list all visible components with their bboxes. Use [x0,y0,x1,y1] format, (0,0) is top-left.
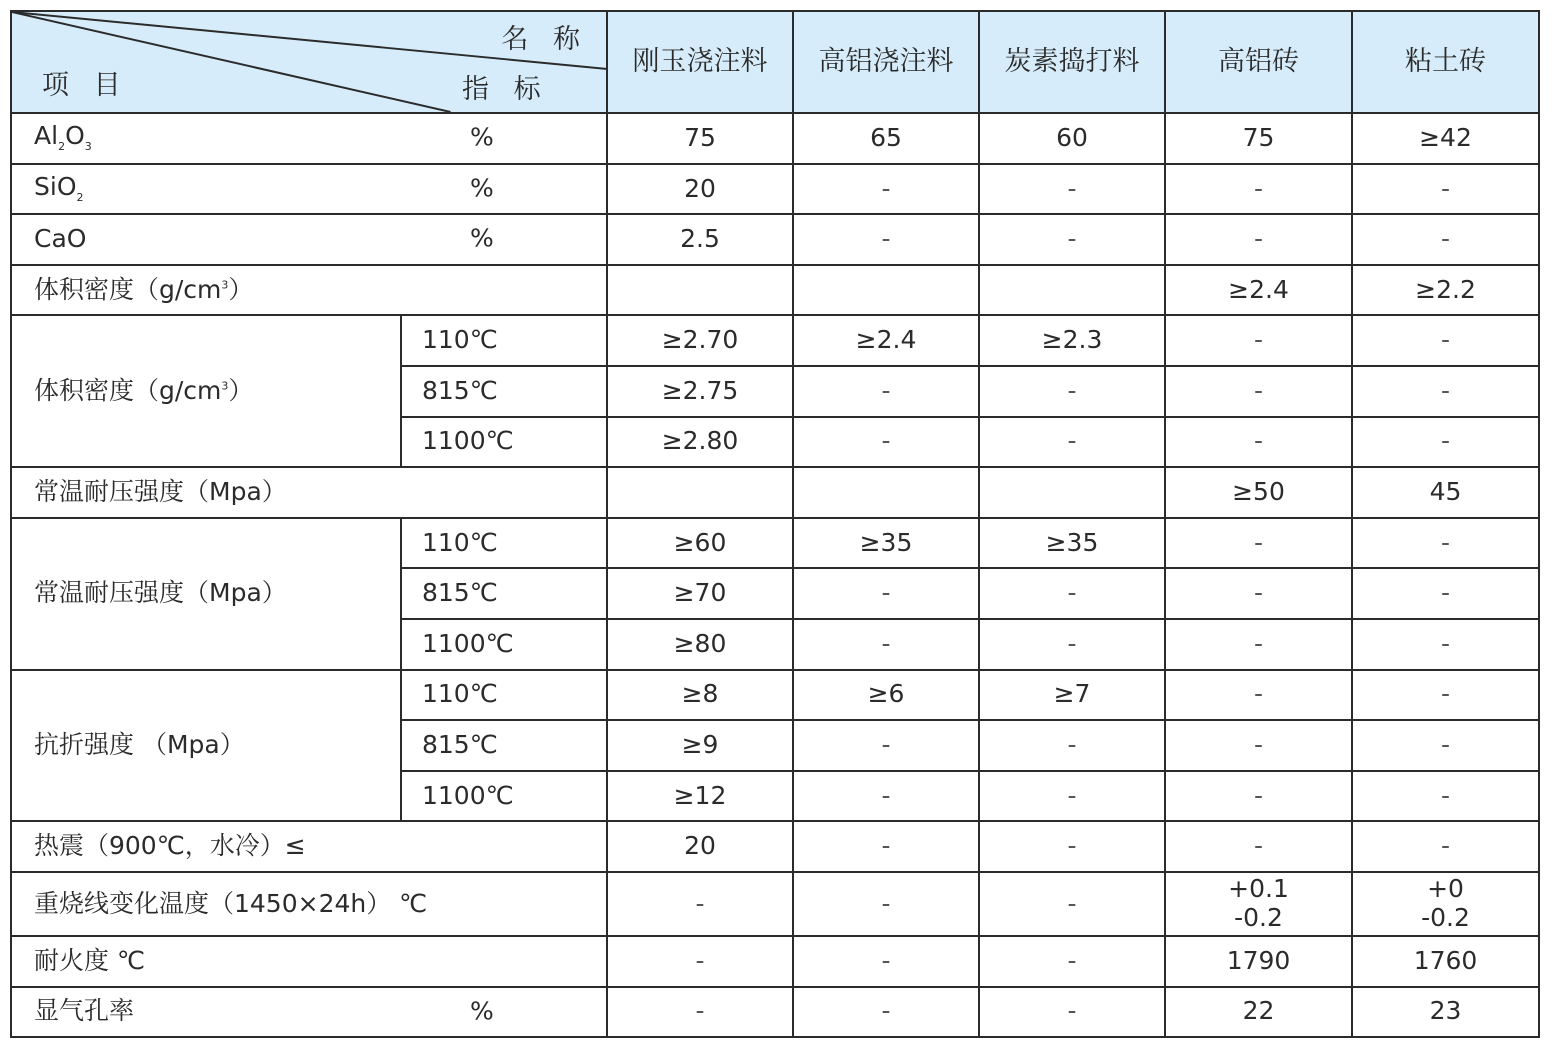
table-cell: - [979,417,1165,468]
table-cell: ≥2.4 [793,315,979,366]
table-cell: - [793,872,979,936]
table-cell: ≥50 [1165,467,1352,518]
table-cell: 20 [607,821,793,872]
table-cell: - [607,872,793,936]
table-cell [1352,872,1539,936]
table-cell: ≥2.70 [607,315,793,366]
column-header-carbon-ramming-mass: 炭素捣打料 [979,11,1165,113]
table-cell: - [793,936,979,987]
column-header-corundum-castable: 刚玉浇注料 [607,11,793,113]
table-row-sio2 [11,164,1539,215]
unit-label: % [470,173,494,203]
corner-label-name: 名 称 [501,24,588,55]
header-corner-cell [11,11,607,113]
table-cell: 45 [1352,467,1539,518]
table-cell: - [979,936,1165,987]
corner-label-index: 指 标 [462,74,549,105]
table-cell: ≥42 [1352,113,1539,164]
row-label-apparent-porosity [11,987,607,1038]
table-cell: - [1352,214,1539,265]
table-cell: 20 [607,164,793,215]
row-label-crushing-strength: 常温耐压强度（Mpa） [11,467,607,518]
table-cell: - [979,366,1165,417]
table-cell: ≥2.75 [607,366,793,417]
row-label-reheat-change: 重烧线变化温度（1450×24h） ℃ [11,872,607,936]
table-cell: - [979,872,1165,936]
table-cell: - [1165,720,1352,771]
table-cell: - [1352,771,1539,822]
table-cell: - [1165,619,1352,670]
table-cell: ≥8 [607,670,793,721]
table-cell: ≥12 [607,771,793,822]
table-cell [607,467,793,518]
table-cell: - [1352,164,1539,215]
label-text: SiO$_2$ [34,172,84,205]
table-cell: - [793,164,979,215]
table-cell: - [979,771,1165,822]
table-cell: - [1352,366,1539,417]
unit-label: % [470,122,494,152]
table-cell: - [793,987,979,1038]
table-cell: - [979,821,1165,872]
table-cell: ≥2.80 [607,417,793,468]
table-cell: 2.5 [607,214,793,265]
table-row-flexural-110 [11,670,1539,721]
table-cell: - [793,821,979,872]
table-cell: 65 [793,113,979,164]
table-cell: - [1165,366,1352,417]
table-cell: 60 [979,113,1165,164]
header-row [11,11,1539,113]
table-cell: ≥9 [607,720,793,771]
temperature-label: 1100℃ [401,771,607,822]
reheat-range-high-alumina: +0.1 -0.2 [1228,874,1289,932]
table-cell: - [979,987,1165,1038]
table-row-thermal-shock [11,821,1539,872]
table-cell [793,265,979,316]
table-cell: - [607,936,793,987]
table-cell: - [979,720,1165,771]
table-cell: - [979,164,1165,215]
table-cell: - [1165,214,1352,265]
row-label-bulk-density: 体积密度$(g/cm^3)$ [11,265,607,316]
table-cell: - [1352,670,1539,721]
column-header-clay-brick: 粘土砖 [1352,11,1539,113]
table-cell: - [793,568,979,619]
unit-label: % [470,996,494,1026]
table-cell: ≥80 [607,619,793,670]
table-cell: - [1352,315,1539,366]
table-cell: - [1352,568,1539,619]
reheat-range-clay: +0 -0.2 [1421,874,1470,932]
corner-label-item: 项 目 [42,70,129,101]
label-text: 显气孔率 [34,996,135,1026]
table-cell: - [979,619,1165,670]
table-cell: - [1352,821,1539,872]
table-cell: - [1352,720,1539,771]
row-label-refractoriness: 耐火度 ℃ [11,936,607,987]
table-cell: 75 [1165,113,1352,164]
table-cell: - [607,987,793,1038]
table-row-al2o3 [11,113,1539,164]
table-row-bulk-density [11,265,1539,316]
table-cell: - [793,771,979,822]
table-cell: - [1165,164,1352,215]
table-cell: 75 [607,113,793,164]
table-cell [607,265,793,316]
table-cell: 1790 [1165,936,1352,987]
label-text: CaO [34,224,87,254]
table-row-cao [11,214,1539,265]
table-cell: ≥70 [607,568,793,619]
table-cell [979,467,1165,518]
table-cell: - [1352,518,1539,569]
table-cell: ≥2.2 [1352,265,1539,316]
temperature-label: 1100℃ [401,417,607,468]
table-cell: ≥60 [607,518,793,569]
properties-table [10,10,1540,1038]
table-cell: 1760 [1352,936,1539,987]
table-cell: ≥35 [793,518,979,569]
unit-label: % [470,224,494,254]
table-cell: ≥2.4 [1165,265,1352,316]
table-cell: - [1352,619,1539,670]
table-row-bulk-density-110 [11,315,1539,366]
column-header-high-alumina-castable: 高铝浇注料 [793,11,979,113]
table-cell: - [979,214,1165,265]
table-cell: - [1165,821,1352,872]
table-cell: - [979,568,1165,619]
temperature-label: 815℃ [401,568,607,619]
table-cell: - [793,214,979,265]
table-cell: - [1165,518,1352,569]
table-cell [1165,872,1352,936]
row-label-flexural-strength: 抗折强度 （Mpa） [11,670,401,822]
table-cell: - [1165,568,1352,619]
table-cell: 22 [1165,987,1352,1038]
table-cell: - [1165,315,1352,366]
table-cell: ≥2.3 [979,315,1165,366]
table-cell: - [793,720,979,771]
table-cell: - [1165,771,1352,822]
row-label-bulk-density-temp: 体积密度$(g/cm^3)$ [11,315,401,467]
table-cell: ≥35 [979,518,1165,569]
table-cell: - [1352,417,1539,468]
temperature-label: 110℃ [401,518,607,569]
temperature-label: 815℃ [401,720,607,771]
table-cell: - [1165,417,1352,468]
temperature-label: 110℃ [401,670,607,721]
table-cell: ≥7 [979,670,1165,721]
temperature-label: 110℃ [401,315,607,366]
table-cell [793,467,979,518]
column-header-high-alumina-brick: 高铝砖 [1165,11,1352,113]
temperature-label: 1100℃ [401,619,607,670]
table-cell: - [793,417,979,468]
row-label-crushing-strength-temp: 常温耐压强度（Mpa） [11,518,401,670]
temperature-label: 815℃ [401,366,607,417]
row-label-al2o3 [11,113,607,164]
row-label-sio2 [11,164,607,215]
row-label-thermal-shock: 热震（900℃，水冷）≤ [11,821,607,872]
table-cell: - [1165,670,1352,721]
label-text: $Al_2O_3$ [34,121,92,154]
table-cell [979,265,1165,316]
table-cell: - [793,366,979,417]
table-row-apparent-porosity [11,987,1539,1038]
properties-table-container [10,10,1538,1037]
table-cell: - [793,619,979,670]
table-cell: 23 [1352,987,1539,1038]
table-row-crushing-strength [11,467,1539,518]
table-row-refractoriness [11,936,1539,987]
table-cell: ≥6 [793,670,979,721]
table-row-reheat-change [11,872,1539,936]
row-label-cao [11,214,607,265]
table-row-crushing-110 [11,518,1539,569]
